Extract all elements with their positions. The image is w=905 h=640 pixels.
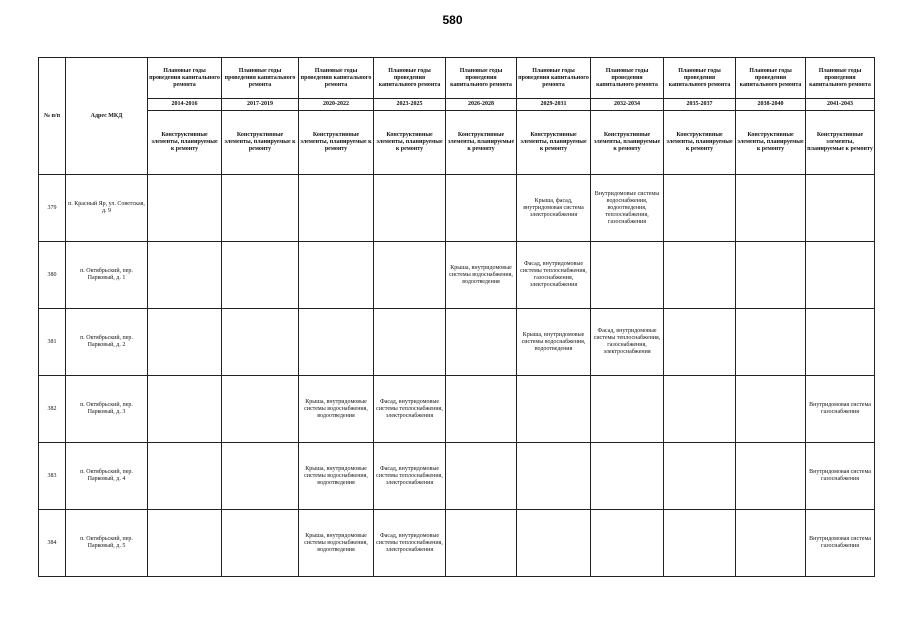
work-cell — [806, 175, 875, 242]
period-years: 2026-2028 — [446, 99, 517, 111]
work-cell — [374, 175, 446, 242]
work-cell — [591, 510, 664, 577]
work-cell — [299, 242, 374, 309]
work-cell: Фасад, внутридомовые системы теплоснабжения, газоснабжения, электроснабжения — [591, 309, 664, 376]
work-cell: Крыша, внутридомовые системы водоснабжения, водоотведения — [299, 376, 374, 443]
table-row — [39, 175, 875, 242]
work-cell — [664, 175, 736, 242]
work-cell — [446, 510, 517, 577]
period-header-top: Плановые годы проведения капитального ремонта — [222, 58, 299, 99]
header-row-years — [39, 99, 875, 111]
work-cell — [148, 242, 222, 309]
period-years: 2032-2034 — [591, 99, 664, 111]
period-years: 2038-2040 — [736, 99, 806, 111]
work-cell — [806, 309, 875, 376]
row-address: п. Октябрьский, пер. Парковый, д. 1 — [66, 242, 148, 309]
work-cell — [374, 309, 446, 376]
work-cell: Крыша, внутридомовые системы водоснабжения, водоотведения — [299, 443, 374, 510]
work-cell: Внутридомовая система газоснабжения — [806, 443, 875, 510]
work-cell — [222, 443, 299, 510]
work-cell — [517, 376, 591, 443]
period-header-top: Плановые годы проведения капитального ремонта — [806, 58, 875, 99]
period-years: 2041-2043 — [806, 99, 875, 111]
table-row — [39, 242, 875, 309]
table-row — [39, 309, 875, 376]
row-number: 383 — [39, 443, 66, 510]
row-address: п. Октябрьский, пер. Парковый, д. 2 — [66, 309, 148, 376]
period-elements-header: Конструктивные элементы, планируемые к ремонту — [664, 111, 736, 175]
period-elements-header: Конструктивные элементы, планируемые к ремонту — [591, 111, 664, 175]
header-row-top — [39, 58, 875, 99]
work-cell — [222, 175, 299, 242]
work-cell — [591, 443, 664, 510]
page-number: 580 — [442, 13, 463, 27]
period-years: 2035-2037 — [664, 99, 736, 111]
period-years: 2017-2019 — [222, 99, 299, 111]
period-elements-header: Конструктивные элементы, планируемые к ремонту — [299, 111, 374, 175]
period-elements-header: Конструктивные элементы, планируемые к ремонту — [222, 111, 299, 175]
period-header-top: Плановые годы проведения капитального ремонта — [736, 58, 806, 99]
row-number: 381 — [39, 309, 66, 376]
period-header-top: Плановые годы проведения капитального ремонта — [664, 58, 736, 99]
row-address: п. Октябрьский, пер. Парковый, д. 3 — [66, 376, 148, 443]
period-elements-header: Конструктивные элементы, планируемые к ремонту — [806, 111, 875, 175]
col-header-num: № п/п — [39, 58, 66, 175]
work-cell — [517, 443, 591, 510]
row-number: 380 — [39, 242, 66, 309]
work-cell — [148, 443, 222, 510]
col-header-address: Адрес МКД — [66, 58, 148, 175]
period-header-top: Плановые годы проведения капитального ремонта — [299, 58, 374, 99]
work-cell — [664, 510, 736, 577]
period-elements-header: Конструктивные элементы, планируемые к ремонту — [517, 111, 591, 175]
period-elements-header: Конструктивные элементы, планируемые к ремонту — [374, 111, 446, 175]
work-cell: Крыша, внутридомовые системы водоснабжения, водоотведения — [446, 242, 517, 309]
work-cell: Фасад, внутридомовые системы теплоснабжения, электроснабжения — [374, 443, 446, 510]
work-cell — [299, 175, 374, 242]
table-row — [39, 443, 875, 510]
row-address: п. Красный Яр, ул. Советская, д. 9 — [66, 175, 148, 242]
work-cell — [664, 443, 736, 510]
work-cell: Фасад, внутридомовые системы теплоснабжения, электроснабжения — [374, 510, 446, 577]
period-years: 2029-2031 — [517, 99, 591, 111]
work-cell — [446, 309, 517, 376]
work-cell — [736, 309, 806, 376]
table-row — [39, 510, 875, 577]
work-cell: Крыша, внутридомовые системы водоснабжения, водоотведения — [299, 510, 374, 577]
work-cell — [591, 376, 664, 443]
period-elements-header: Конструктивные элементы, планируемые к ремонту — [446, 111, 517, 175]
work-cell: Внутридомовая система газоснабжения — [806, 510, 875, 577]
work-cell — [446, 376, 517, 443]
work-cell — [148, 376, 222, 443]
work-cell — [664, 242, 736, 309]
work-cell — [222, 242, 299, 309]
work-cell — [806, 242, 875, 309]
work-cell — [517, 510, 591, 577]
work-cell — [664, 376, 736, 443]
row-address: п. Октябрьский, пер. Парковый, д. 5 — [66, 510, 148, 577]
work-cell — [299, 309, 374, 376]
period-header-top: Плановые годы проведения капитального ремонта — [148, 58, 222, 99]
period-header-top: Плановые годы проведения капитального ремонта — [374, 58, 446, 99]
work-cell: Фасад, внутридомовые системы теплоснабжения, газоснабжения, электроснабжения — [517, 242, 591, 309]
work-cell — [736, 510, 806, 577]
row-address: п. Октябрьский, пер. Парковый, д. 4 — [66, 443, 148, 510]
row-number: 382 — [39, 376, 66, 443]
work-cell — [736, 443, 806, 510]
work-cell — [222, 510, 299, 577]
work-cell — [222, 309, 299, 376]
work-cell: Крыша, фасад, внутридомовая система электроснабжения — [517, 175, 591, 242]
work-cell: Внутридомовая система газоснабжения — [806, 376, 875, 443]
work-cell — [148, 175, 222, 242]
row-number: 384 — [39, 510, 66, 577]
work-cell — [148, 309, 222, 376]
header-row-bottom — [39, 111, 875, 175]
work-cell — [222, 376, 299, 443]
work-cell — [148, 510, 222, 577]
table-row — [39, 376, 875, 443]
work-cell — [736, 242, 806, 309]
period-header-top: Плановые годы проведения капитального ремонта — [517, 58, 591, 99]
work-cell — [591, 242, 664, 309]
period-years: 2020-2022 — [299, 99, 374, 111]
period-elements-header: Конструктивные элементы, планируемые к ремонту — [736, 111, 806, 175]
work-cell — [446, 443, 517, 510]
work-cell: Внутридомовые системы водоснабжения, водоотведения, теплоснабжения, газоснабжения — [591, 175, 664, 242]
repair-schedule-table — [38, 57, 875, 577]
work-cell: Крыша, внутридомовые системы водоснабжения, водоотведения — [517, 309, 591, 376]
period-years: 2023-2025 — [374, 99, 446, 111]
work-cell — [736, 376, 806, 443]
period-years: 2014-2016 — [148, 99, 222, 111]
work-cell: Фасад, внутридомовые системы теплоснабжения, электроснабжения — [374, 376, 446, 443]
period-header-top: Плановые годы проведения капитального ремонта — [446, 58, 517, 99]
work-cell — [374, 242, 446, 309]
work-cell — [736, 175, 806, 242]
work-cell — [446, 175, 517, 242]
period-header-top: Плановые годы проведения капитального ремонта — [591, 58, 664, 99]
period-elements-header: Конструктивные элементы, планируемые к ремонту — [148, 111, 222, 175]
row-number: 379 — [39, 175, 66, 242]
work-cell — [664, 309, 736, 376]
